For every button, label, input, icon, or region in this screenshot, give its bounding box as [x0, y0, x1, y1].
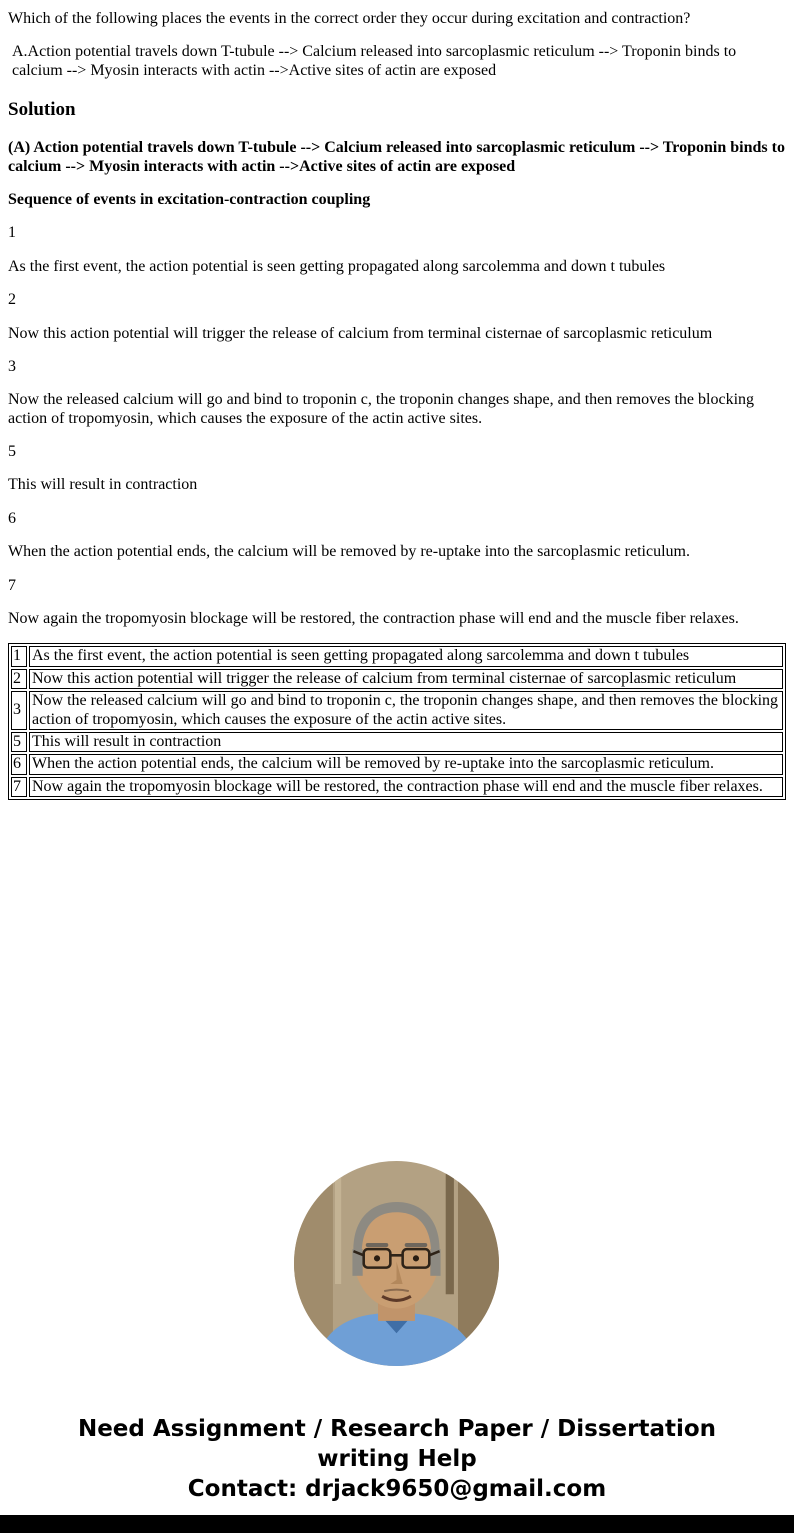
step-number: 2: [8, 291, 16, 309]
table-row-number: 2: [11, 669, 27, 689]
footer-line-1: Need Assignment / Research Paper / Dissertation: [77, 1416, 717, 1442]
table-row-text: Now this action potential will trigger the release of calcium from terminal cisternae of sarcoplasmic reticulum: [29, 669, 783, 689]
step-number: 1: [8, 224, 16, 242]
table-row-text: As the first event, the action potential is seen getting propagated along sarcolemma and down t tubules: [29, 646, 783, 666]
option-a-text: A.Action potential travels down T-tubule --> Calcium released into sarcoplasmic reticulum --> Troponin binds to calcium --> Myosin interacts with actin -->Active sites of actin are exposed: [12, 43, 737, 79]
table-row-text: When the action potential ends, the calcium will be removed by re-uptake into the sarcoplasmic reticulum.: [29, 754, 783, 774]
tutor-portrait-illustration: [294, 1161, 499, 1366]
tutor-avatar-photo: [294, 1161, 499, 1366]
step-text: This will result in contraction: [8, 476, 198, 494]
solution-answer: (A) Action potential travels down T-tubule --> Calcium released into sarcoplasmic reticulum --> Troponin binds to calcium --> Myosin interacts with actin -->Active sites of actin are exposed: [8, 139, 785, 175]
step-text: Now the released calcium will go and bind to troponin c, the troponin changes shape, and then removes the blocking action of tropomyosin, which causes the exposure of the actin active sites.: [8, 391, 755, 427]
table-row: [11, 732, 783, 752]
bottom-black-bar: [0, 1515, 794, 1533]
table-row-number: 3: [11, 691, 27, 730]
question-text: Which of the following places the events in the correct order they occur during excitation and contraction?: [8, 10, 691, 27]
table-row-text: Now the released calcium will go and bind to troponin c, the troponin changes shape, and then removes the blocking action of tropomyosin, which causes the exposure of the actin active sites.: [29, 691, 783, 730]
step-number: 3: [8, 357, 16, 375]
step-number: 5: [8, 443, 16, 461]
table-row: [11, 777, 783, 797]
table-row-number: 1: [11, 646, 27, 666]
table-row-number: 7: [11, 777, 27, 797]
footer-banner: [0, 1414, 794, 1504]
footer-line-2: writing Help: [317, 1446, 477, 1472]
step-number: 6: [8, 509, 16, 527]
table-row: [11, 754, 783, 774]
steps-list: [8, 224, 786, 628]
step-text: Now again the tropomyosin blockage will be restored, the contraction phase will end and the muscle fiber relaxes.: [8, 610, 739, 628]
table-row-text: This will result in contraction: [29, 732, 783, 752]
step-text: As the first event, the action potential is seen getting propagated along sarcolemma and down t tubules: [8, 257, 666, 275]
table-row: [11, 691, 783, 730]
step-text: Now this action potential will trigger the release of calcium from terminal cisternae of sarcoplasmic reticulum: [8, 324, 713, 342]
table-row-number: 5: [11, 732, 27, 752]
footer-contact-email: Contact: drjack9650@gmail.com: [187, 1476, 607, 1502]
table-row: [11, 646, 783, 666]
table-row-text: Now again the tropomyosin blockage will be restored, the contraction phase will end and the muscle fiber relaxes.: [29, 777, 783, 797]
step-number: 7: [8, 576, 16, 594]
summary-table: [8, 643, 786, 800]
table-row: [11, 669, 783, 689]
step-text: When the action potential ends, the calcium will be removed by re-uptake into the sarcoplasmic reticulum.: [8, 543, 690, 561]
solution-heading: Solution: [8, 99, 76, 121]
document-body: [0, 10, 794, 800]
table-row-number: 6: [11, 754, 27, 774]
sequence-subheading: Sequence of events in excitation-contraction coupling: [8, 190, 371, 208]
